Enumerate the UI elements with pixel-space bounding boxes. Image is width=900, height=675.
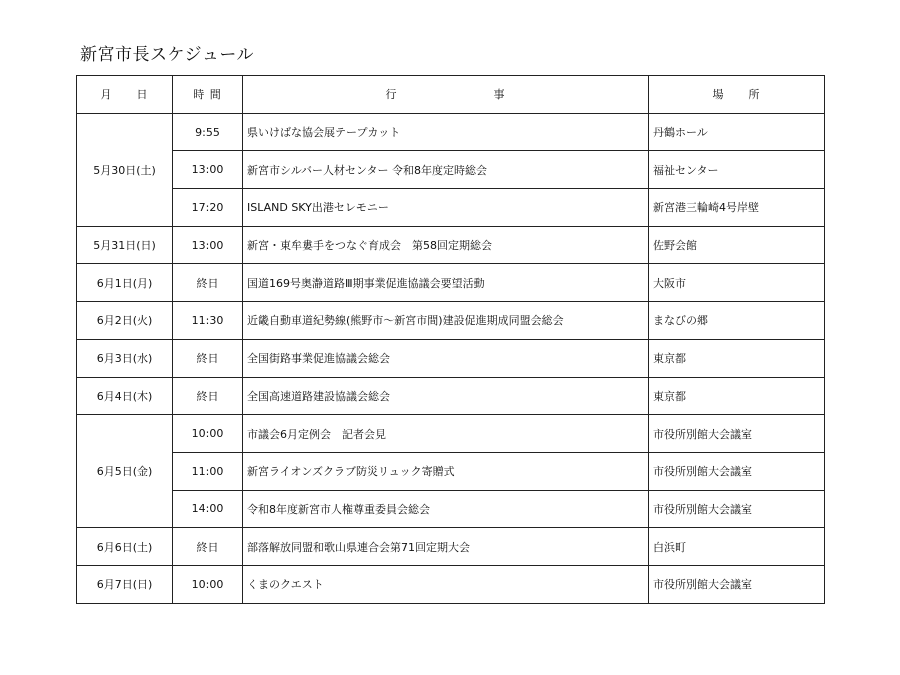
event-cell: 全国街路事業促進協議会総会 — [243, 339, 649, 377]
time-cell: 終日 — [173, 377, 243, 415]
place-cell: 市役所別館大会議室 — [649, 452, 825, 490]
table-row — [77, 565, 825, 603]
date-cell: 6月1日(月) — [77, 264, 173, 302]
table-row — [77, 339, 825, 377]
event-cell: 新宮ライオンズクラブ防災リュック寄贈式 — [243, 452, 649, 490]
table-row — [77, 226, 825, 264]
date-cell: 5月30日(土) — [77, 113, 173, 226]
time-cell: 13:00 — [173, 151, 243, 189]
time-cell: 13:00 — [173, 226, 243, 264]
place-cell: 東京都 — [649, 339, 825, 377]
time-cell: 終日 — [173, 339, 243, 377]
place-cell: 新宮港三輪崎4号岸壁 — [649, 189, 825, 227]
date-cell: 5月31日(日) — [77, 226, 173, 264]
event-cell: 令和8年度新宮市人権尊重委員会総会 — [243, 490, 649, 528]
place-cell: 佐野会館 — [649, 226, 825, 264]
header-place: 場 所 — [649, 76, 825, 114]
table-row — [77, 189, 825, 227]
place-cell: 大阪市 — [649, 264, 825, 302]
table-header-row — [77, 76, 825, 114]
time-cell: 17:20 — [173, 189, 243, 227]
place-cell: まなびの郷 — [649, 302, 825, 340]
time-cell: 終日 — [173, 264, 243, 302]
time-cell: 11:00 — [173, 452, 243, 490]
event-cell: 国道169号奥瀞道路Ⅲ期事業促進協議会要望活動 — [243, 264, 649, 302]
time-cell: 10:00 — [173, 565, 243, 603]
table-row — [77, 302, 825, 340]
header-time: 時 間 — [173, 76, 243, 114]
time-cell: 10:00 — [173, 415, 243, 453]
table-row — [77, 415, 825, 453]
place-cell: 福祉センター — [649, 151, 825, 189]
table-row — [77, 264, 825, 302]
table-row — [77, 113, 825, 151]
table-row — [77, 377, 825, 415]
event-cell: 新宮・東牟婁手をつなぐ育成会 第58回定期総会 — [243, 226, 649, 264]
place-cell: 東京都 — [649, 377, 825, 415]
date-cell: 6月2日(火) — [77, 302, 173, 340]
event-cell: 新宮市シルバー人材センター 令和8年度定時総会 — [243, 151, 649, 189]
table-row — [77, 490, 825, 528]
place-cell: 丹鶴ホール — [649, 113, 825, 151]
place-cell: 市役所別館大会議室 — [649, 565, 825, 603]
header-date: 月 日 — [77, 76, 173, 114]
schedule-table — [76, 75, 825, 604]
time-cell: 9:55 — [173, 113, 243, 151]
date-cell: 6月6日(土) — [77, 528, 173, 566]
date-cell: 6月5日(金) — [77, 415, 173, 528]
time-cell: 終日 — [173, 528, 243, 566]
table-row — [77, 528, 825, 566]
event-cell: くまのクエスト — [243, 565, 649, 603]
table-row — [77, 452, 825, 490]
event-cell: 部落解放同盟和歌山県連合会第71回定期大会 — [243, 528, 649, 566]
date-cell: 6月3日(水) — [77, 339, 173, 377]
place-cell: 白浜町 — [649, 528, 825, 566]
event-cell: 全国高速道路建設協議会総会 — [243, 377, 649, 415]
time-cell: 11:30 — [173, 302, 243, 340]
place-cell: 市役所別館大会議室 — [649, 415, 825, 453]
header-event: 行 事 — [243, 76, 649, 114]
event-cell: ISLAND SKY出港セレモニー — [243, 189, 649, 227]
time-cell: 14:00 — [173, 490, 243, 528]
date-cell: 6月7日(日) — [77, 565, 173, 603]
date-cell: 6月4日(木) — [77, 377, 173, 415]
table-row — [77, 151, 825, 189]
event-cell: 市議会6月定例会 記者会見 — [243, 415, 649, 453]
page-title: 新宮市長スケジュール — [80, 45, 254, 65]
event-cell: 近畿自動車道紀勢線(熊野市～新宮市間)建設促進期成同盟会総会 — [243, 302, 649, 340]
place-cell: 市役所別館大会議室 — [649, 490, 825, 528]
event-cell: 県いけばな協会展テープカット — [243, 113, 649, 151]
